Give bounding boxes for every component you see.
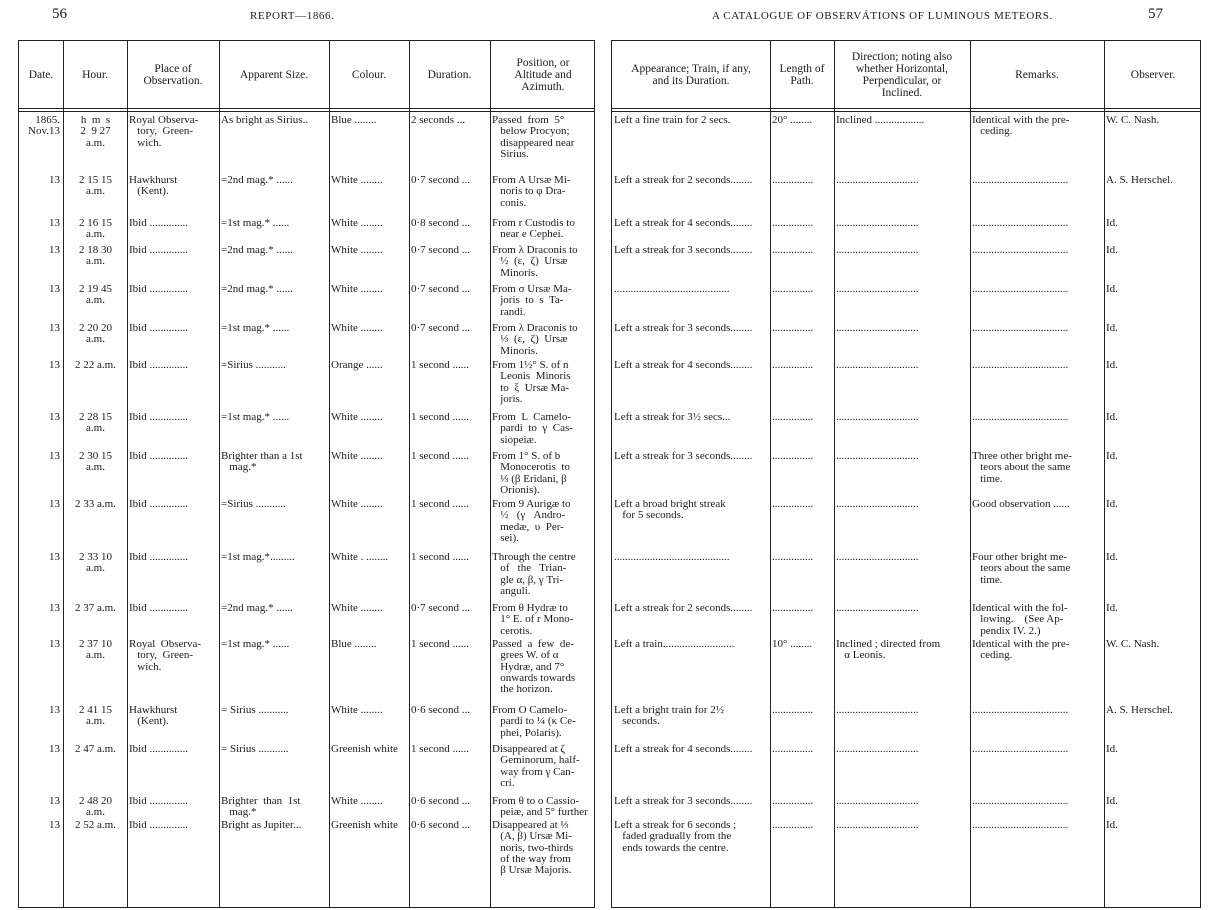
cell-colour: White ........ <box>331 603 383 614</box>
cell-duration: 2 seconds ... <box>411 115 466 126</box>
header-length-of-path-label: Length of Path. <box>779 62 825 87</box>
header-rule <box>19 108 594 109</box>
cell-remarks: Identical with the fol- lowing. (See Ap- pendix IV. 2.) <box>972 603 1068 637</box>
cell-place: Ibid .............. <box>129 796 188 807</box>
header-date <box>19 41 63 108</box>
cell-direction: .............................. <box>836 796 919 807</box>
cell-appearance: Left a train.......................... <box>614 639 735 650</box>
cell-direction: .............................. <box>836 744 919 755</box>
cell-colour: White ........ <box>331 499 383 510</box>
cell-length-of-path: 10° ........ <box>772 639 813 650</box>
cell-remarks: Identical with the pre- ceding. <box>972 639 1070 662</box>
cell-remarks: ................................... <box>972 360 1069 371</box>
cell-position: From λ Draconis to ½ (ε, ζ) Ursæ Minoris. <box>492 245 578 279</box>
cell-appearance: Left a fine train for 2 secs. <box>614 115 731 126</box>
cell-position: From λ Draconis to ⅓ (ε, ζ) Ursæ Minoris. <box>492 323 578 357</box>
left-table <box>18 40 595 908</box>
cell-position: Through the centre of the Trian- gle α, β, γ Tri- anguli. <box>492 552 576 597</box>
cell-observer: Id. <box>1106 499 1118 510</box>
cell-appearance: Left a streak for 3 seconds........ <box>614 451 753 462</box>
cell-direction: Inclined ; directed from α Leonis. <box>836 639 941 662</box>
cell-place: Ibid .............. <box>129 499 188 510</box>
cell-remarks: ................................... <box>972 412 1069 423</box>
cell-apparent-size: =2nd mag.* ...... <box>221 175 293 186</box>
cell-remarks: ................................... <box>972 820 1069 831</box>
cell-date: 13 <box>49 244 60 256</box>
cell-observer: Id. <box>1106 323 1118 334</box>
cell-apparent-size: =Sirius ........... <box>221 499 286 510</box>
header-duration <box>409 41 490 108</box>
cell-place: Ibid .............. <box>129 218 188 229</box>
cell-place: Ibid .............. <box>129 284 188 295</box>
cell-remarks: Three other bright me- teors about the same time. <box>972 451 1072 485</box>
cell-position: From A Ursæ Mi- noris to φ Dra- conis. <box>492 175 571 209</box>
cell-hour: 2 19 45 a.m. <box>79 284 112 307</box>
cell-observer: Id. <box>1106 284 1118 295</box>
cell-apparent-size: =1st mag.* ...... <box>221 218 290 229</box>
cell-observer: Id. <box>1106 360 1118 371</box>
cell-duration: 0·7 second ... <box>411 603 470 614</box>
cell-length-of-path: ............... <box>772 451 814 462</box>
cell-length-of-path: ............... <box>772 175 814 186</box>
cell-direction: .............................. <box>836 603 919 614</box>
column-rule <box>970 41 971 907</box>
cell-remarks: Identical with the pre- ceding. <box>972 115 1070 138</box>
cell-hour: 2 22 a.m. <box>75 360 116 371</box>
cell-remarks: ................................... <box>972 705 1069 716</box>
cell-length-of-path: ............... <box>772 245 814 256</box>
header-apparent-size <box>219 41 329 108</box>
cell-date: 13 <box>49 795 60 807</box>
cell-date: 13 <box>49 411 60 423</box>
header-date-label: Date. <box>28 68 54 81</box>
cell-length-of-path: ............... <box>772 360 814 371</box>
left-running-head: REPORT—1866. <box>250 10 335 22</box>
cell-apparent-size: =1st mag.* ...... <box>221 639 290 650</box>
cell-place: Ibid .............. <box>129 360 188 371</box>
cell-appearance: Left a streak for 6 seconds ; faded gradually from the ends towards the centre. <box>614 820 737 854</box>
cell-duration: 0·7 second ... <box>411 175 470 186</box>
cell-apparent-size: Bright as Jupiter... <box>221 820 302 831</box>
cell-observer: A. S. Herschel. <box>1106 175 1173 186</box>
header-rule-double <box>612 111 1200 112</box>
cell-remarks: ................................... <box>972 245 1069 256</box>
cell-apparent-size: =1st mag.* ...... <box>221 412 290 423</box>
cell-hour: 2 20 20 a.m. <box>79 323 112 346</box>
cell-colour: White ........ <box>331 323 383 334</box>
cell-date: 13 <box>49 498 60 510</box>
cell-appearance: .......................................... <box>614 552 730 563</box>
cell-hour: 2 28 15 a.m. <box>79 412 112 435</box>
column-rule <box>1104 41 1105 907</box>
cell-place: Royal Observa- tory, Green- wich. <box>129 115 199 149</box>
header-direction <box>834 41 970 108</box>
cell-length-of-path: ............... <box>772 323 814 334</box>
cell-position: From 1° S. of b Monocerotis to ⅓ (β Eridani, β Orionis). <box>492 451 570 496</box>
cell-apparent-size: =2nd mag.* ...... <box>221 245 293 256</box>
cell-direction: .............................. <box>836 360 919 371</box>
cell-appearance: Left a streak for 3½ secs... <box>614 412 731 423</box>
column-rule <box>219 41 220 907</box>
header-place-label: Place of Observation. <box>143 62 203 87</box>
cell-place: Ibid .............. <box>129 451 188 462</box>
cell-appearance: Left a streak for 4 seconds........ <box>614 360 753 371</box>
cell-length-of-path: ............... <box>772 499 814 510</box>
cell-length-of-path: ............... <box>772 744 814 755</box>
cell-appearance: Left a broad bright streak for 5 seconds. <box>614 499 726 522</box>
cell-position: Passed a few de- grees W. of α Hydræ, and 7° onwards towards the horizon. <box>492 639 576 696</box>
cell-duration: 1 second ...... <box>411 360 470 371</box>
header-apparent-size-label: Apparent Size. <box>239 68 309 81</box>
cell-remarks: ................................... <box>972 323 1069 334</box>
cell-apparent-size: As bright as Sirius.. <box>221 115 309 126</box>
cell-date: 13 <box>49 322 60 334</box>
cell-position: Passed from 5° below Procyon; disappeared near Sirius. <box>492 115 575 160</box>
cell-observer: Id. <box>1106 796 1118 807</box>
cell-observer: Id. <box>1106 412 1118 423</box>
cell-position: From θ to o Cassio- peiæ, and 5° further <box>492 796 588 819</box>
cell-position: From L Camelo- pardi to γ Cas- siopeiæ. <box>492 412 573 446</box>
column-rule <box>770 41 771 907</box>
cell-direction: .............................. <box>836 705 919 716</box>
cell-apparent-size: =1st mag.*......... <box>221 552 295 563</box>
cell-duration: 1 second ...... <box>411 451 470 462</box>
cell-hour: 2 37 10 a.m. <box>79 639 112 662</box>
header-appearance-label: Appearance; Train, if any, and its Duration. <box>631 62 751 87</box>
cell-length-of-path: ............... <box>772 218 814 229</box>
cell-apparent-size: =2nd mag.* ...... <box>221 284 293 295</box>
cell-position: From r Custodis to near e Cephei. <box>492 218 575 241</box>
cell-apparent-size: Brighter than a 1st mag.* <box>221 451 303 474</box>
cell-colour: White ........ <box>331 175 383 186</box>
cell-colour: Greenish white <box>331 744 398 755</box>
cell-observer: Id. <box>1106 245 1118 256</box>
cell-direction: Inclined .................. <box>836 115 925 126</box>
cell-date: 13 <box>49 602 60 614</box>
column-rule <box>490 41 491 907</box>
cell-appearance: Left a streak for 3 seconds........ <box>614 796 753 807</box>
column-rule <box>834 41 835 907</box>
right-running-head: A CATALOGUE OF OBSERVÁTIONS OF LUMINOUS METEORS. <box>712 10 1053 22</box>
cell-colour: Greenish white <box>331 820 398 831</box>
cell-place: Ibid .............. <box>129 603 188 614</box>
column-rule <box>329 41 330 907</box>
header-observer <box>1104 41 1202 108</box>
cell-colour: White ........ <box>331 796 383 807</box>
cell-date: 13 <box>49 638 60 650</box>
cell-observer: W. C. Nash. <box>1106 639 1160 650</box>
cell-remarks: ................................... <box>972 796 1069 807</box>
cell-hour: 2 33 10 a.m. <box>79 552 112 575</box>
cell-length-of-path: ............... <box>772 284 814 295</box>
cell-length-of-path: ............... <box>772 820 814 831</box>
header-position <box>490 41 596 108</box>
cell-date: 13 <box>49 743 60 755</box>
header-observer-label: Observer. <box>1130 68 1176 81</box>
right-page-number: 57 <box>1148 6 1163 22</box>
cell-length-of-path: ............... <box>772 705 814 716</box>
cell-hour: 2 18 30 a.m. <box>79 245 112 268</box>
cell-hour: 2 37 a.m. <box>75 603 116 614</box>
cell-duration: 1 second ...... <box>411 499 470 510</box>
cell-direction: .............................. <box>836 218 919 229</box>
cell-observer: Id. <box>1106 744 1118 755</box>
cell-date: 13 <box>49 174 60 186</box>
cell-appearance: Left a streak for 3 seconds........ <box>614 245 753 256</box>
cell-place: Ibid .............. <box>129 245 188 256</box>
cell-appearance: Left a streak for 4 seconds........ <box>614 744 753 755</box>
header-remarks <box>970 41 1104 108</box>
cell-apparent-size: = Sirius ........... <box>221 705 289 716</box>
cell-direction: .............................. <box>836 451 919 462</box>
cell-position: From O Camelo- pardi to ¼ (κ Ce- phei, Polaris). <box>492 705 576 739</box>
header-place <box>127 41 219 108</box>
cell-colour: White ........ <box>331 412 383 423</box>
cell-colour: White ........ <box>331 284 383 295</box>
cell-direction: .............................. <box>836 412 919 423</box>
cell-hour: 2 41 15 a.m. <box>79 705 112 728</box>
cell-place: Ibid .............. <box>129 820 188 831</box>
cell-hour: 2 30 15 a.m. <box>79 451 112 474</box>
header-rule-double <box>19 111 594 112</box>
left-page-number: 56 <box>52 6 67 22</box>
cell-colour: Orange ...... <box>331 360 383 371</box>
cell-duration: 0·7 second ... <box>411 245 470 256</box>
cell-length-of-path: ............... <box>772 552 814 563</box>
header-appearance <box>612 41 770 108</box>
cell-hour: 2 15 15 a.m. <box>79 175 112 198</box>
cell-colour: White ........ <box>331 218 383 229</box>
cell-appearance: .......................................... <box>614 284 730 295</box>
cell-duration: 0·7 second ... <box>411 323 470 334</box>
header-length-of-path <box>770 41 834 108</box>
cell-place: Ibid .............. <box>129 744 188 755</box>
header-remarks-label: Remarks. <box>1015 68 1059 81</box>
column-rule <box>127 41 128 907</box>
header-rule <box>612 108 1200 109</box>
cell-length-of-path: ............... <box>772 603 814 614</box>
cell-duration: 0·7 second ... <box>411 284 470 295</box>
cell-apparent-size: = Sirius ........... <box>221 744 289 755</box>
header-hour <box>63 41 127 108</box>
cell-direction: .............................. <box>836 245 919 256</box>
cell-position: From σ Ursæ Ma- joris to s Ta- randi. <box>492 284 572 318</box>
cell-hour: 2 16 15 a.m. <box>79 218 112 241</box>
cell-observer: Id. <box>1106 603 1118 614</box>
cell-place: Hawkhurst (Kent). <box>129 175 178 198</box>
cell-colour: Blue ........ <box>331 115 377 126</box>
cell-place: Royal Observa- tory, Green- wich. <box>129 639 202 673</box>
cell-direction: .............................. <box>836 552 919 563</box>
cell-duration: 0·6 second ... <box>411 705 470 716</box>
header-colour <box>329 41 409 108</box>
cell-place: Ibid .............. <box>129 412 188 423</box>
cell-hour: 2 33 a.m. <box>75 499 116 510</box>
cell-observer: Id. <box>1106 451 1118 462</box>
cell-apparent-size: =Sirius ........... <box>221 360 286 371</box>
cell-date: 13 <box>49 283 60 295</box>
cell-appearance: Left a bright train for 2½ seconds. <box>614 705 724 728</box>
cell-appearance: Left a streak for 2 seconds........ <box>614 175 753 186</box>
cell-duration: 1 second ...... <box>411 552 470 563</box>
cell-position: From 1½° S. of n Leonis Minoris to ξ Ursæ Ma- joris. <box>492 360 571 405</box>
cell-date: 13 <box>49 704 60 716</box>
cell-observer: Id. <box>1106 552 1118 563</box>
cell-duration: 0·8 second ... <box>411 218 470 229</box>
column-rule <box>409 41 410 907</box>
cell-date: 13 <box>49 551 60 563</box>
cell-colour: White ........ <box>331 705 383 716</box>
header-position-label: Position, or Altitude and Azimuth. <box>514 56 572 93</box>
cell-observer: Id. <box>1106 820 1118 831</box>
cell-position: Disappeared at ζ Geminorum, half- way from γ Can- cri. <box>492 744 580 789</box>
cell-observer: A. S. Herschel. <box>1106 705 1173 716</box>
cell-duration: 0·6 second ... <box>411 796 470 807</box>
cell-length-of-path: ............... <box>772 796 814 807</box>
right-table <box>611 40 1201 908</box>
cell-observer: W. C. Nash. <box>1106 115 1160 126</box>
cell-duration: 0·6 second ... <box>411 820 470 831</box>
cell-direction: .............................. <box>836 175 919 186</box>
cell-length-of-path: 20° ........ <box>772 115 813 126</box>
cell-direction: .............................. <box>836 499 919 510</box>
cell-apparent-size: =2nd mag.* ...... <box>221 603 293 614</box>
cell-remarks: ................................... <box>972 175 1069 186</box>
cell-position: Disappeared at ⅓ (A, β) Ursæ Mi- noris, two-thirds of the way from β Ursæ Majoris. <box>492 820 573 877</box>
cell-apparent-size: Brighter than 1st mag.* <box>221 796 301 819</box>
cell-remarks: ................................... <box>972 284 1069 295</box>
cell-appearance: Left a streak for 3 seconds........ <box>614 323 753 334</box>
cell-colour: White ........ <box>331 245 383 256</box>
cell-hour: 2 47 a.m. <box>75 744 116 755</box>
header-hour-label: Hour. <box>82 68 108 81</box>
cell-remarks: Good observation ...... <box>972 499 1070 510</box>
cell-date: 1865. Nov.13 <box>28 114 60 138</box>
cell-direction: .............................. <box>836 323 919 334</box>
column-rule <box>63 41 64 907</box>
cell-colour: Blue ........ <box>331 639 377 650</box>
cell-direction: .............................. <box>836 284 919 295</box>
cell-date: 13 <box>49 217 60 229</box>
header-direction-label: Direction; noting also whether Horizontal, Perpendicular, or Inclined. <box>851 50 953 99</box>
header-colour-label: Colour. <box>351 68 387 81</box>
cell-remarks: Four other bright me- teors about the same time. <box>972 552 1071 586</box>
cell-duration: 1 second ...... <box>411 744 470 755</box>
cell-place: Ibid .............. <box>129 323 188 334</box>
cell-duration: 1 second ...... <box>411 412 470 423</box>
cell-date: 13 <box>49 819 60 831</box>
cell-date: 13 <box>49 450 60 462</box>
cell-duration: 1 second ...... <box>411 639 470 650</box>
cell-appearance: Left a streak for 4 seconds........ <box>614 218 753 229</box>
cell-place: Ibid .............. <box>129 552 188 563</box>
cell-position: From 9 Aurigæ to ½ (γ Andro- medæ, υ Per- sei). <box>492 499 571 544</box>
cell-colour: White . ........ <box>331 552 389 563</box>
cell-remarks: ................................... <box>972 218 1069 229</box>
cell-appearance: Left a streak for 2 seconds........ <box>614 603 753 614</box>
cell-colour: White ........ <box>331 451 383 462</box>
cell-position: From θ Hydræ to 1° E. of r Mono- cerotis. <box>492 603 574 637</box>
cell-direction: .............................. <box>836 820 919 831</box>
cell-remarks: ................................... <box>972 744 1069 755</box>
header-duration-label: Duration. <box>427 68 472 81</box>
cell-place: Hawkhurst (Kent). <box>129 705 178 728</box>
cell-length-of-path: ............... <box>772 412 814 423</box>
cell-hour: h m s 2 9 27 a.m. <box>80 115 111 149</box>
cell-observer: Id. <box>1106 218 1118 229</box>
cell-apparent-size: =1st mag.* ...... <box>221 323 290 334</box>
cell-hour: 2 48 20 a.m. <box>79 796 112 819</box>
cell-hour: 2 52 a.m. <box>75 820 116 831</box>
cell-date: 13 <box>49 359 60 371</box>
